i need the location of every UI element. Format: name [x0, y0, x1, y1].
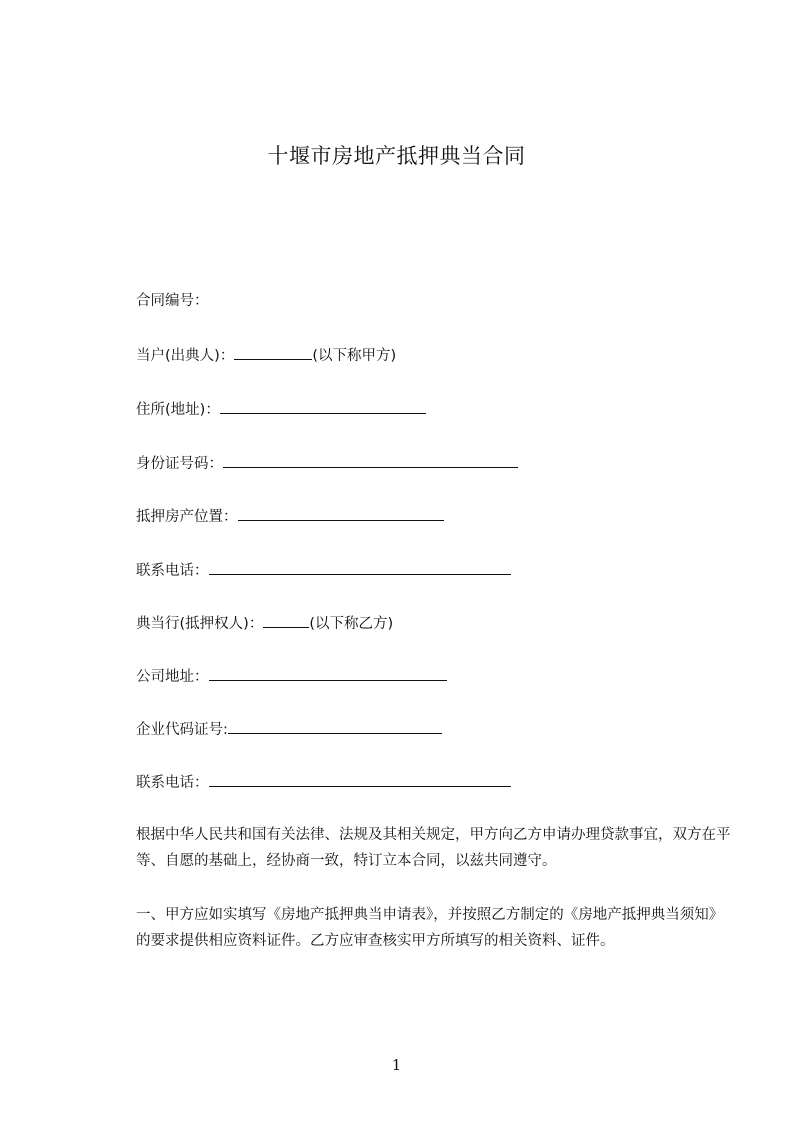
phone-blank-1 [209, 559, 511, 575]
property-location-blank [238, 505, 444, 521]
pawnshop-suffix: (以下称乙方) [309, 616, 394, 632]
pawner-suffix: (以下称甲方) [312, 348, 397, 364]
id-number-label: 身份证号码： [136, 456, 223, 472]
document-title: 十堰市房地产抵押典当合同 [267, 144, 526, 168]
pawner-blank [234, 344, 312, 360]
phone-field-2 [136, 771, 511, 794]
contract-number-label: 合同编号： [136, 293, 209, 309]
property-location-label: 抵押房产位置： [136, 509, 238, 525]
company-address-blank [209, 665, 447, 681]
company-address-field [136, 665, 447, 688]
id-number-field [136, 452, 518, 475]
clause-one-paragraph: 一、甲方应如实填写《房地产抵押典当申请表》，并按照乙方制定的《房地产抵押典当须知》的要求提供相应资料证件。乙方应审查核实甲方所填写的相关资料、证件。 [136, 907, 724, 949]
phone-label-2: 联系电话： [136, 775, 209, 791]
phone-field-1 [136, 559, 511, 582]
page-number: 1 [391, 1056, 402, 1074]
enterprise-code-field [136, 718, 442, 741]
pawnshop-label: 典当行(抵押权人)： [136, 616, 264, 632]
address-blank [220, 398, 426, 414]
property-location-field [136, 505, 444, 528]
enterprise-code-label: 企业代码证号: [136, 722, 228, 738]
phone-blank-2 [209, 771, 511, 787]
address-label: 住所(地址)： [136, 402, 220, 418]
enterprise-code-blank [228, 718, 442, 734]
pawnshop-field [136, 612, 393, 635]
phone-label-1: 联系电话： [136, 563, 209, 579]
pawner-label: 当户(出典人)： [136, 348, 235, 364]
contract-number-field [136, 290, 209, 312]
pawner-field [136, 344, 396, 367]
id-number-blank [223, 452, 518, 468]
company-address-label: 公司地址： [136, 669, 209, 685]
intro-paragraph: 根据中华人民共和国有关法律、法规及其相关规定，甲方向乙方申请办理贷款事宜，双方在平等、自愿的基础上，经协商一致，特订立本合同，以兹共同遵守。 [136, 827, 731, 869]
pawnshop-blank [263, 612, 309, 628]
address-field [136, 398, 426, 421]
